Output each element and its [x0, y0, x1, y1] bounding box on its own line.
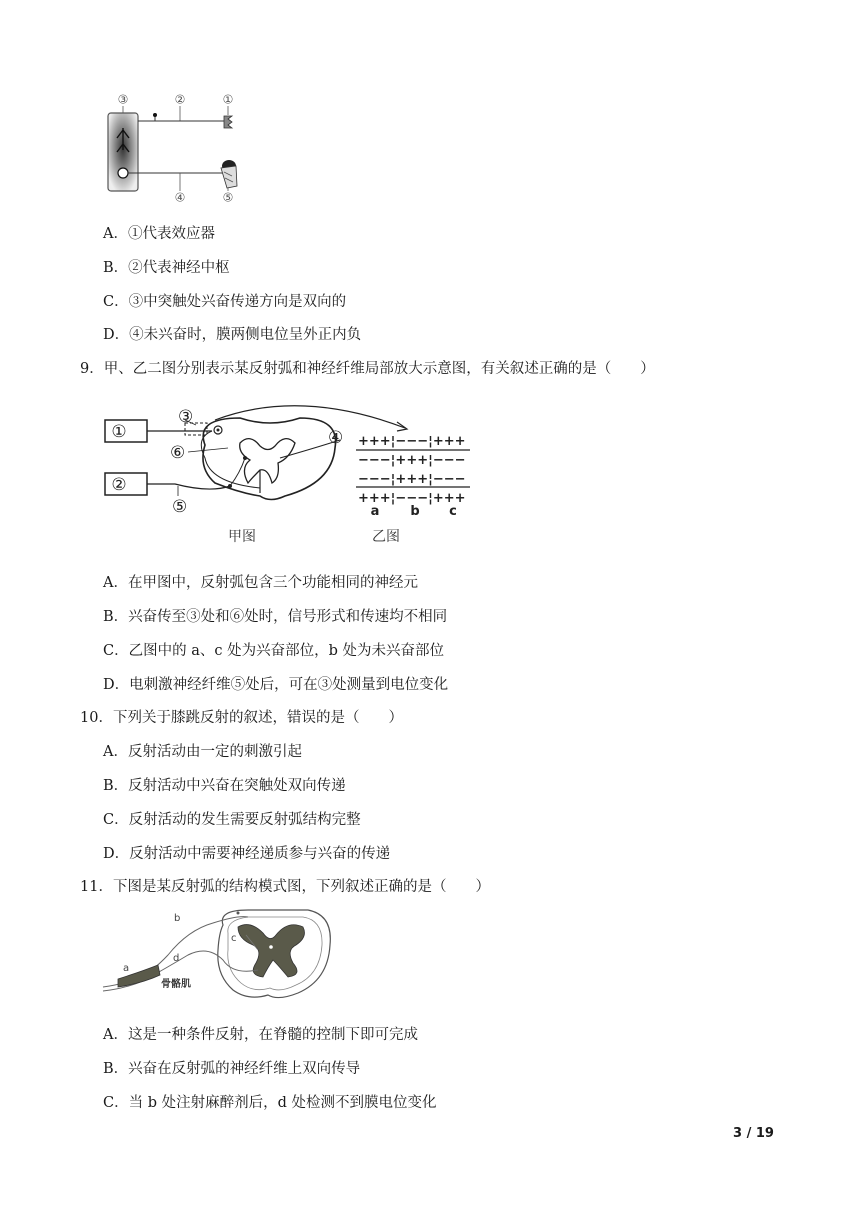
mark-6: ⑥	[170, 443, 186, 463]
mark-5: ⑤	[172, 497, 188, 517]
svg-text:③: ③	[117, 92, 129, 107]
charge-row-4: +++¦−−−¦+++	[358, 491, 466, 506]
muscle-label: 骨骼肌	[161, 979, 191, 990]
svg-text:④: ④	[174, 190, 186, 205]
label-4	[174, 191, 186, 205]
page-number: 3 / 19	[733, 1126, 774, 1141]
q9-option-a: A．在甲图中，反射弧包含三个功能相同的神经元	[103, 575, 418, 591]
mark-4: ④	[328, 428, 344, 448]
label-3	[117, 93, 129, 107]
q11-option-b: B．兴奋在反射弧的神经纤维上双向传导	[103, 1061, 361, 1077]
letter-b: b	[174, 913, 181, 924]
q10-option-b: B．反射活动中兴奋在突触处双向传递	[103, 778, 346, 794]
q9-option-c: C．乙图中的 a、c 处为兴奋部位，b 处为未兴奋部位	[103, 643, 444, 659]
charge-row-2: −−−¦+++¦−−−	[358, 453, 466, 468]
box-1-label: ①	[111, 422, 127, 442]
caption-yi: 乙图	[372, 529, 400, 545]
letter-a: a	[370, 504, 380, 519]
q10-stem: 10．下列关于膝跳反射的叙述，错误的是（ ）	[80, 710, 403, 726]
q9-option-d: D．电刺激神经纤维⑤处后，可在③处测量到电位变化	[103, 677, 449, 693]
q11-reflex-arc-figure	[98, 905, 338, 1007]
svg-text:②: ②	[174, 92, 186, 107]
letter-a: a	[123, 963, 130, 974]
effector-muscle-5	[221, 160, 237, 188]
q8-option-a: A．①代表效应器	[103, 226, 215, 242]
svg-text:①: ①	[222, 92, 234, 107]
caption-jia: 甲图	[228, 529, 256, 545]
q8-reflex-arc-figure	[100, 88, 250, 210]
letter-c: c	[231, 933, 237, 944]
label-1	[222, 93, 234, 107]
letter-b: b	[410, 504, 420, 519]
letter-c: c	[449, 504, 457, 519]
charge-row-3: −−−¦+++¦−−−	[358, 472, 466, 487]
mark-3: ③	[178, 407, 194, 427]
q10-option-a: A．反射活动由一定的刺激引起	[103, 744, 302, 760]
label-5	[222, 191, 234, 205]
q11-stem: 11．下图是某反射弧的结构模式图，下列叙述正确的是（ ）	[80, 879, 490, 895]
label-2	[174, 93, 186, 107]
q8-option-b: B．②代表神经中枢	[103, 260, 230, 276]
q11-option-a: A．这是一种条件反射，在脊髓的控制下即可完成	[103, 1027, 418, 1043]
q10-option-c: C．反射活动的发生需要反射弧结构完整	[103, 812, 361, 828]
q9-option-b: B．兴奋传至③处和⑥处时，信号形式和传速均不相同	[103, 609, 448, 625]
q9-figure	[100, 398, 480, 550]
q8-option-d: D．④未兴奋时，膜两侧电位呈外正内负	[103, 327, 362, 343]
q8-option-c: C．③中突触处兴奋传递方向是双向的	[103, 294, 347, 310]
svg-text:⑤: ⑤	[222, 190, 234, 205]
charge-row-1: +++¦−−−¦+++	[358, 434, 466, 449]
q10-option-d: D．反射活动中需要神经递质参与兴奋的传递	[103, 846, 391, 862]
q9-stem: 9．甲、乙二图分别表示某反射弧和神经纤维局部放大示意图，有关叙述正确的是（ ）	[80, 361, 655, 377]
nerve-fiber-yi	[356, 434, 470, 545]
box-2-label: ②	[111, 475, 127, 495]
letter-d: d	[173, 953, 180, 964]
q11-option-c: C．当 b 处注射麻醉剂后，d 处检测不到膜电位变化	[103, 1095, 437, 1111]
